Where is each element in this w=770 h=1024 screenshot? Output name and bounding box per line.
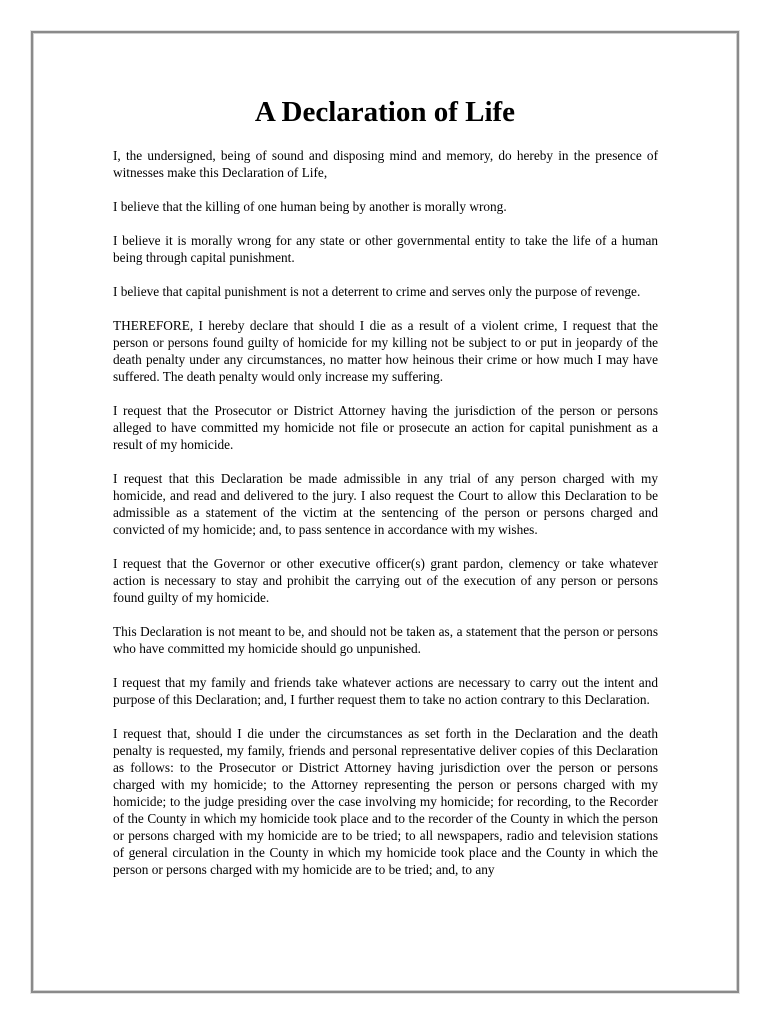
paragraph-prosecutor-request: I request that the Prosecutor or District Attorney having the jurisdiction of the person or persons alleged to have committed my homicide not file or prosecute an action for capital punishment as a result of my homicide. bbox=[113, 403, 658, 452]
paragraph-belief-deterrent: I believe that capital punishment is not a deterrent to crime and serves only the purpose of revenge. bbox=[113, 284, 641, 299]
paragraph-family-request: I request that my family and friends take whatever actions are necessary to carry out the intent and purpose of this Declaration; and, I further request them to take no action contrary to this Declaration. bbox=[113, 675, 658, 707]
paragraph-admissible-request: I request that this Declaration be made admissible in any trial of any person charged with my homicide, and read and delivered to the jury. I also request the Court to allow this Declaration to be admissible as a statement of the victim at the sentencing of the person or persons charged and convicted of my homicide; and, to pass sentence in accordance with my wishes. bbox=[113, 471, 658, 537]
paragraph-belief-killing: I believe that the killing of one human being by another is morally wrong. bbox=[113, 199, 507, 214]
paragraph-belief-state: I believe it is morally wrong for any state or other governmental entity to take the life of a human being through capital punishment. bbox=[113, 233, 658, 265]
paragraph-preamble: I, the undersigned, being of sound and disposing mind and memory, do hereby in the presence of witnesses make this Declaration of Life, bbox=[113, 148, 658, 180]
paragraph-governor-request: I request that the Governor or other executive officer(s) grant pardon, clemency or take whatever action is necessary to stay and prohibit the carrying out of the execution of any person or persons found guilty of my homicide. bbox=[113, 556, 658, 605]
document-body bbox=[113, 147, 658, 895]
paragraph-therefore: THEREFORE, I hereby declare that should I die as a result of a violent crime, I request that the person or persons found guilty of homicide for my killing not be subject to or put in jeopardy of the death penalty under any circumstances, no matter how heinous their crime or how much I may have suffered. The death penalty would only increase my suffering. bbox=[113, 318, 658, 384]
document-title: A Declaration of Life bbox=[254, 96, 516, 128]
paragraph-delivery-request: I request that, should I die under the circumstances as set forth in the Declaration and the death penalty is requested, my family, friends and personal representative deliver copies of this Declaration as follows: to the Prosecutor or District Attorney having jurisdiction over the person or persons charged with my homicide; to the Attorney representing the person or persons charged with my homicide; to the judge presiding over the case involving my homicide; for recording, to the Recorder of the County in which my homicide took place and to the recorder of the County in which the person or persons charged with my homicide are to be tried; to all newspapers, radio and television stations of general circulation in the County in which my homicide took place and the County in which the person or persons charged with my homicide are to be tried; and, to any bbox=[113, 726, 658, 877]
paragraph-not-unpunished: This Declaration is not meant to be, and should not be taken as, a statement that the person or persons who have committed my homicide should go unpunished. bbox=[113, 624, 658, 656]
